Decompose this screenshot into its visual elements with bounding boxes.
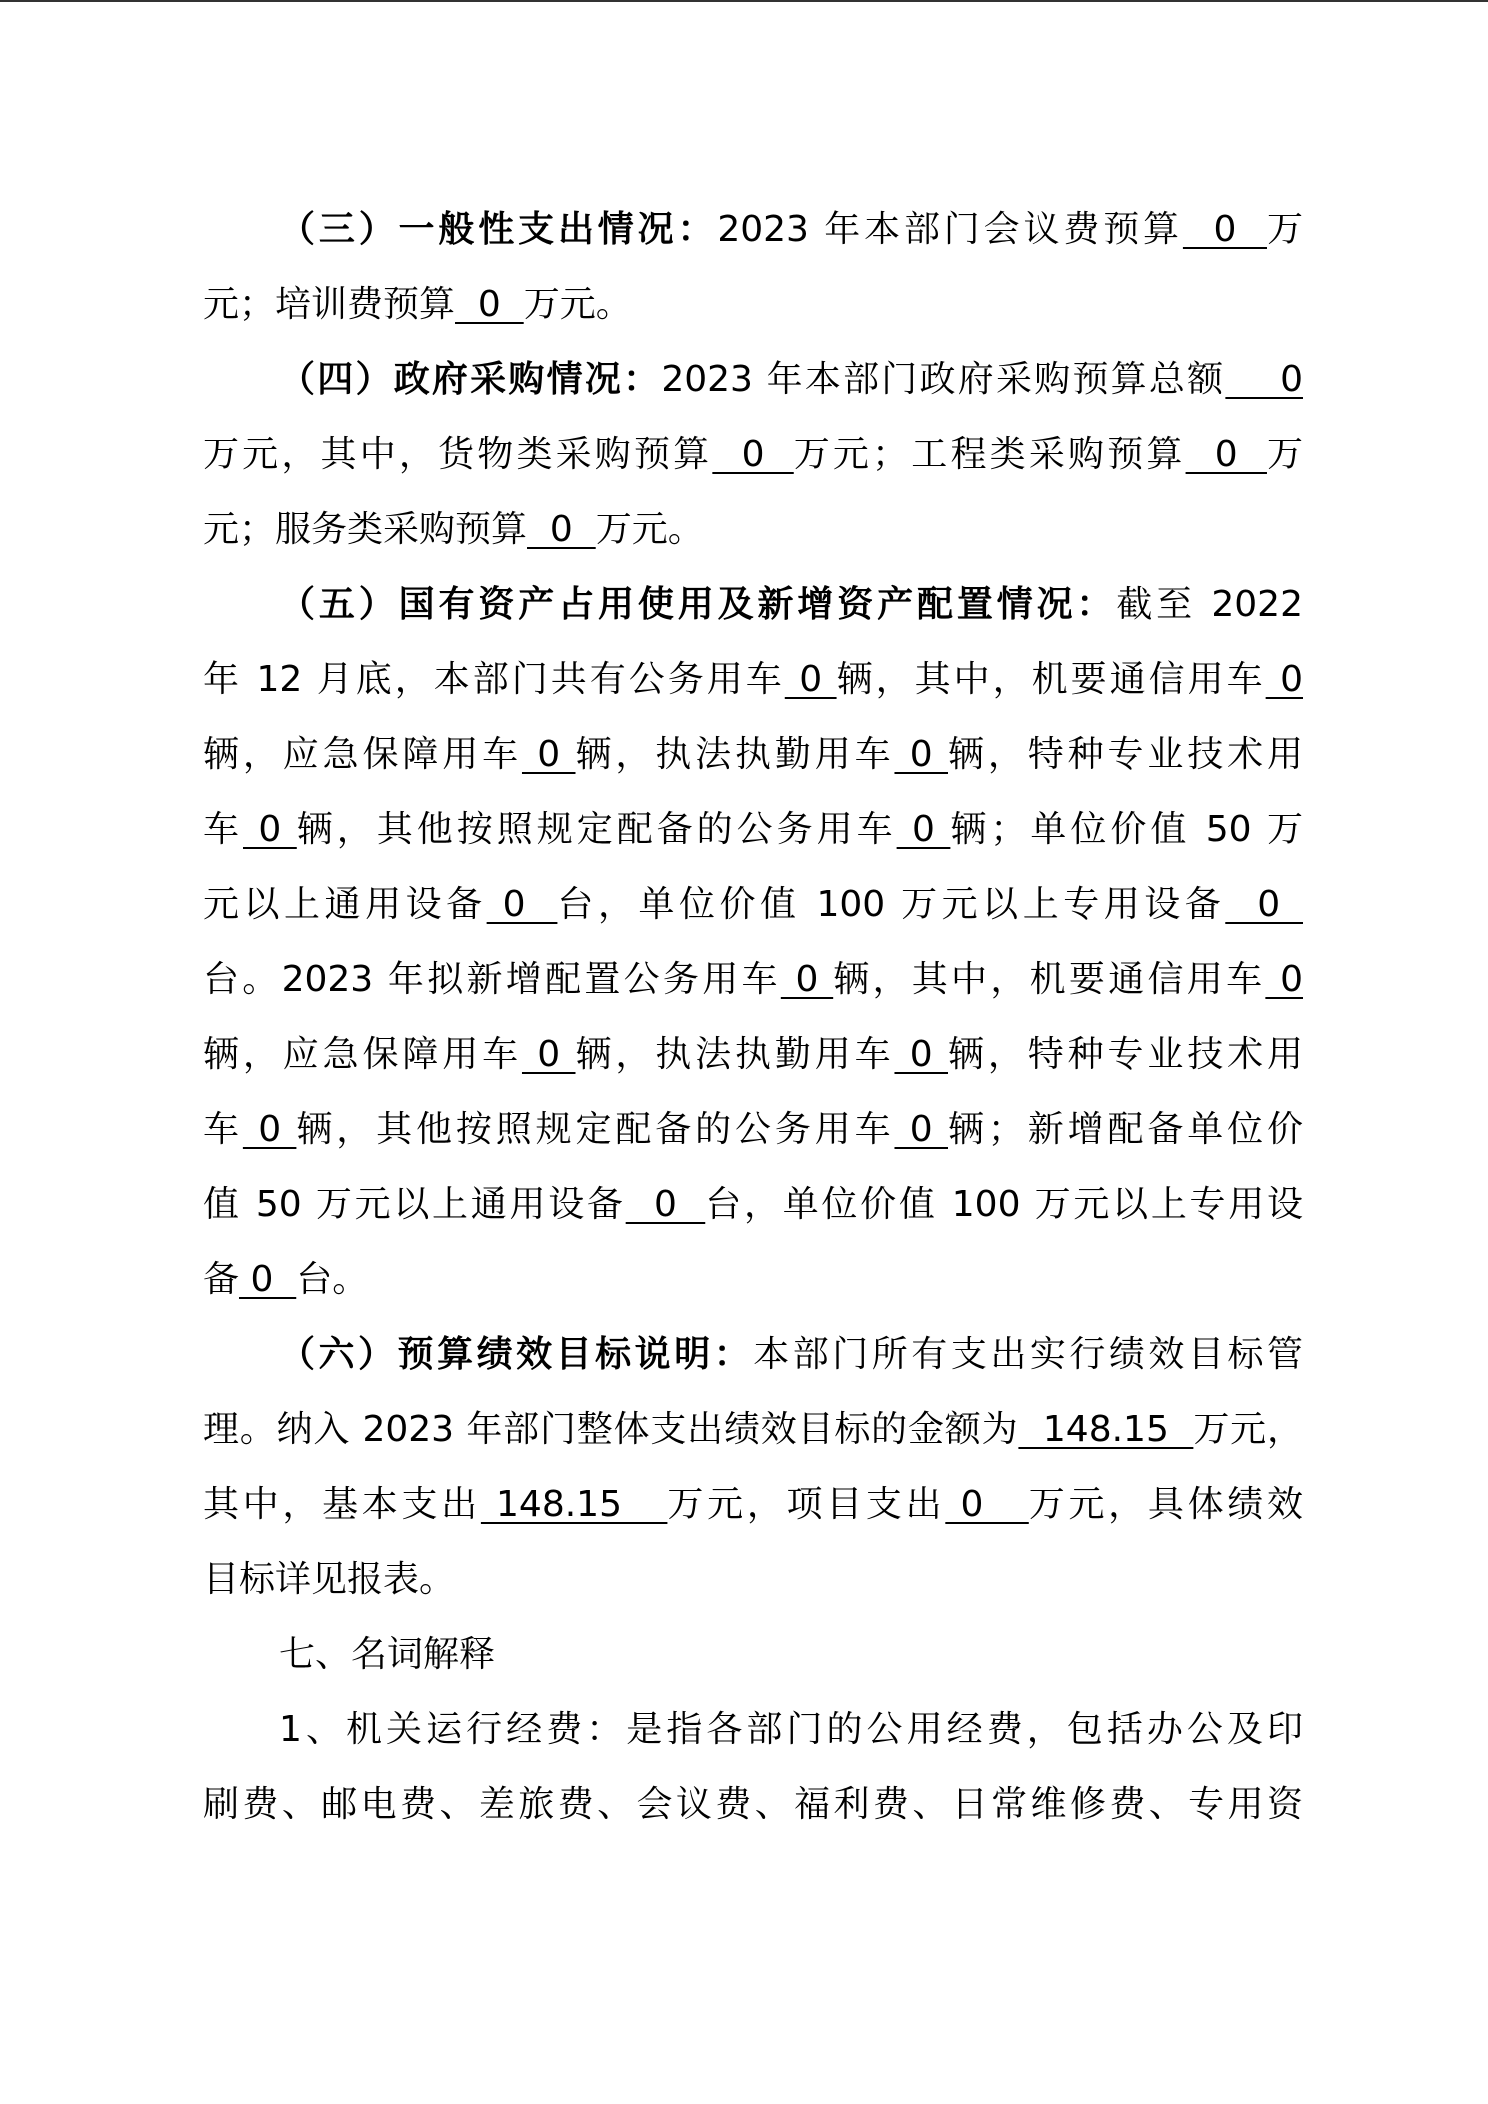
filled-blank-value: 0 [1265,659,1303,700]
filled-blank-value: 0 [896,809,951,850]
text-segment: 台。 [296,1259,369,1300]
text-line [203,1692,1303,1767]
text-segment: 值 50 万元以上通用设备 [203,1184,626,1225]
filled-blank-value: 0 [894,1109,948,1150]
text-line [203,642,1303,717]
text-line [203,192,1303,267]
section-heading: （五）国有资产占用使用及新增资产配置情况： [279,584,1117,625]
filled-blank-value: 0 [243,809,297,850]
text-line [203,942,1303,1017]
text-segment: 理。纳入 2023 年部门整体支出绩效目标的金额为 [203,1409,1019,1450]
text-segment: 辆，应急保障用车 [203,1034,522,1075]
text-segment: 备 [203,1259,240,1300]
text-line [203,342,1303,417]
text-line [203,1242,1303,1317]
text-segment: 辆，应急保障用车 [203,734,522,775]
text-line [203,1767,1303,1842]
text-line [203,492,1303,567]
text-segment: 年 12 月底，本部门共有公务用车 [203,659,785,700]
text-line [203,1617,1303,1692]
text-segment: 七、名词解释 [279,1634,496,1675]
text-line [203,1017,1303,1092]
text-segment: 截至 2022 [1116,584,1303,625]
filled-blank-value: 0 [625,1184,706,1225]
filled-blank-value: 0 [784,659,837,700]
text-segment: 辆，执法执勤用车 [575,734,895,775]
text-segment: 2023 年本部门政府采购预算总额 [661,359,1226,400]
filled-blank-value: 0 [1225,359,1303,400]
filled-blank-value: 0 [894,1034,948,1075]
text-segment: 万元， [1193,1409,1303,1450]
text-segment: 万 [1266,209,1303,250]
text-segment: 辆；单位价值 50 万 [950,809,1303,850]
filled-blank-value: 0 [1265,959,1303,1000]
text-segment: 台，单位价值 100 万元以上专用设 [705,1184,1303,1225]
text-line [203,1392,1303,1467]
text-segment: 辆，其中，机要通信用车 [836,659,1266,700]
text-segment: 辆，其他按照规定配备的公务用车 [296,809,897,850]
text-line [203,267,1303,342]
text-segment: 其中，基本支出 [203,1484,481,1525]
text-segment: 万元，其中，货物类采购预算 [203,434,713,475]
filled-blank-value: 0 [486,884,558,925]
filled-blank-value: 0 [1182,209,1267,250]
text-segment: 元；培训费预算 [203,284,456,325]
text-segment: 1、机关运行经费：是指各部门的公用经费，包括办公及印 [279,1709,1303,1750]
section-heading: （三）一般性支出情况： [279,209,718,250]
text-segment: 辆，执法执勤用车 [575,1034,895,1075]
text-segment: 辆，其他按照规定配备的公务用车 [296,1109,895,1150]
text-segment: 辆，特种专业技术用 [948,734,1303,775]
text-segment: 车 [203,1109,243,1150]
filled-blank-value: 0 [527,509,596,550]
section-heading: （四）政府采购情况： [279,359,662,400]
filled-blank-value: 0 [521,1034,576,1075]
filled-blank-value: 0 [894,734,948,775]
text-line [203,1467,1303,1542]
text-line [203,1542,1303,1617]
filled-blank-value: 0 [239,1259,297,1300]
filled-blank-value: 0 [945,1484,1029,1525]
filled-blank-value: 0 [1225,884,1303,925]
text-segment: 本部门所有支出实行绩效目标管 [753,1334,1303,1375]
text-line [203,1092,1303,1167]
text-line [203,567,1303,642]
text-line [203,717,1303,792]
text-segment: 元以上通用设备 [203,884,487,925]
filled-blank-value: 0 [455,284,524,325]
text-line [203,417,1303,492]
section-heading: （六）预算绩效目标说明： [279,1334,754,1375]
filled-blank-value: 148.15 [1018,1409,1194,1450]
text-segment: 辆，其中，机要通信用车 [833,959,1266,1000]
filled-blank-value: 0 [242,1109,297,1150]
text-segment: 台，单位价值 100 万元以上专用设备 [557,884,1226,925]
text-line [203,1317,1303,1392]
document-body [203,192,1303,1842]
text-segment: 辆；新增配备单位价 [948,1109,1303,1150]
text-segment: 万元，项目支出 [667,1484,946,1525]
text-segment: 万元，具体绩效 [1028,1484,1303,1525]
filled-blank-value: 0 [521,734,576,775]
filled-blank-value: 0 [712,434,794,475]
text-segment: 刷费、邮电费、差旅费、会议费、福利费、日常维修费、专用资 [203,1784,1303,1825]
text-segment: 2023 年本部门会议费预算 [717,209,1183,250]
text-line [203,792,1303,867]
text-segment: 车 [203,809,243,850]
text-segment: 辆，特种专业技术用 [948,1034,1303,1075]
text-line [203,1167,1303,1242]
filled-blank-value: 148.15 [480,1484,668,1525]
text-segment: 万 [1266,434,1303,475]
filled-blank-value: 0 [780,959,834,1000]
text-segment: 目标详见报表。 [203,1559,456,1600]
text-line [203,867,1303,942]
text-segment: 台。2023 年拟新增配置公务用车 [203,959,781,1000]
text-segment: 万元。 [523,284,632,325]
filled-blank-value: 0 [1185,434,1267,475]
text-segment: 元；服务类采购预算 [203,509,528,550]
text-segment: 万元；工程类采购预算 [793,434,1186,475]
text-segment: 万元。 [595,509,704,550]
